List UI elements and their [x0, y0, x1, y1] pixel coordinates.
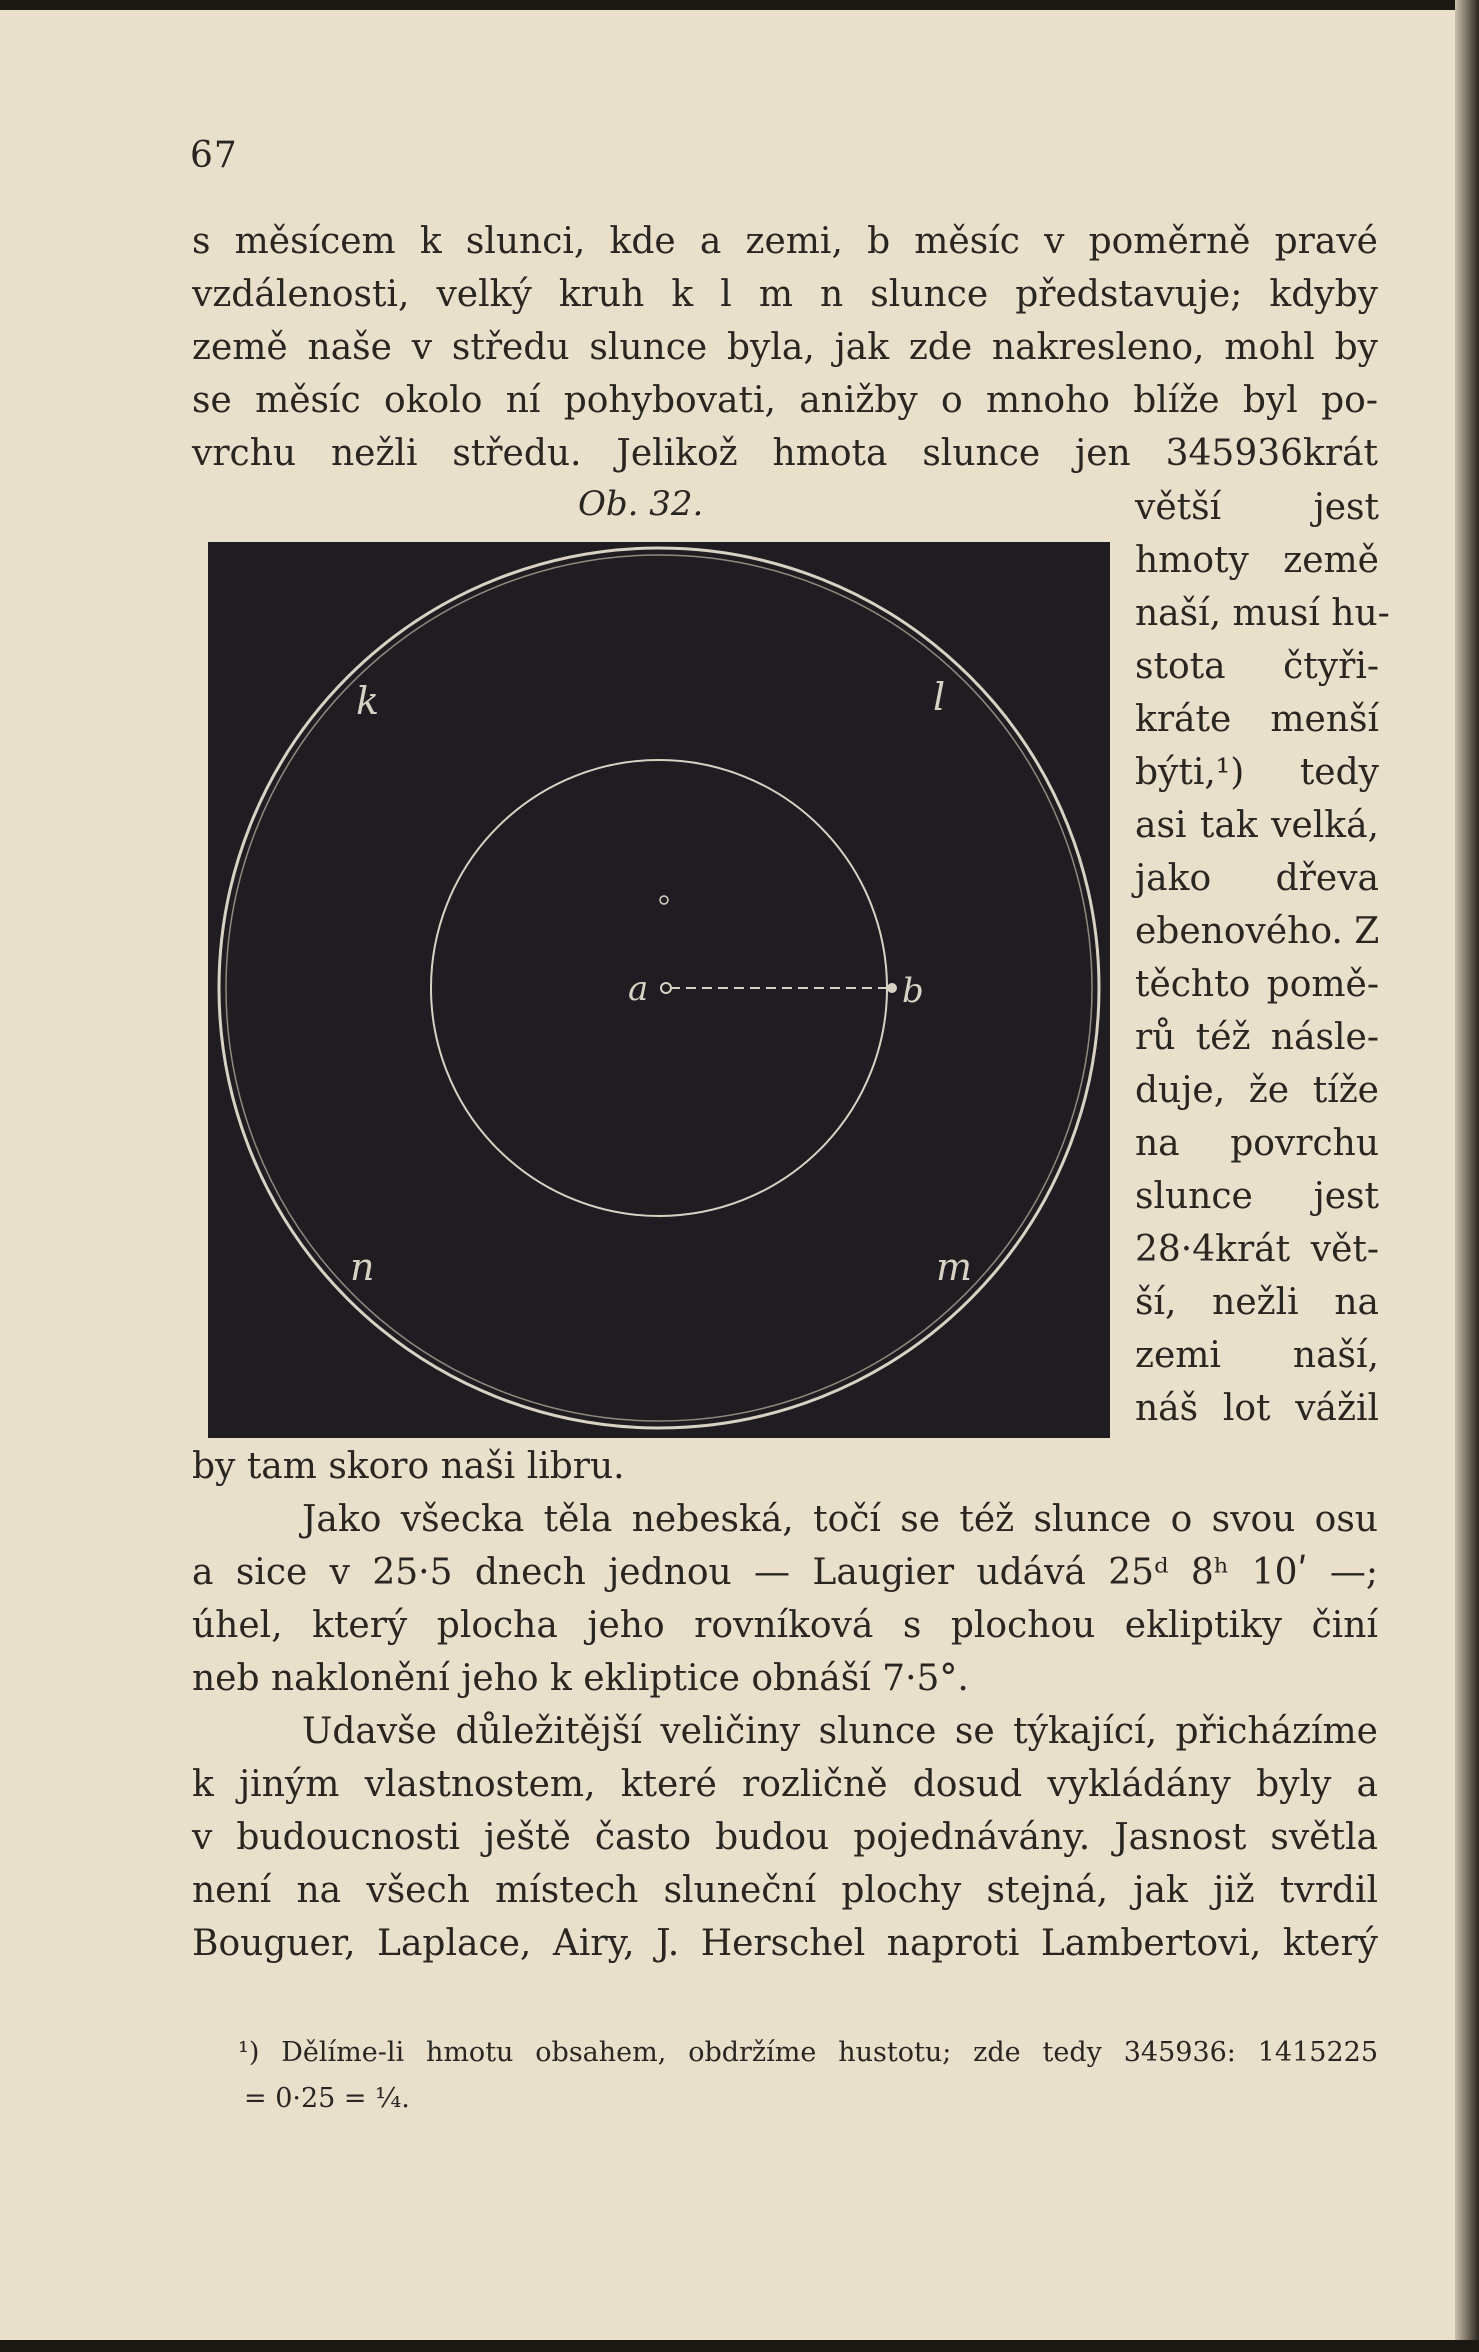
text-line: zemi naší,: [1135, 1335, 1379, 1376]
label-k: k: [356, 679, 380, 723]
moon-point: [887, 983, 897, 993]
page-edge-bottom: [0, 2340, 1479, 2352]
text-line: neb naklonění jeho k ekliptice obnáší 7·5°.: [192, 1658, 969, 1699]
sun-moon-figure: [208, 542, 1110, 1438]
text-line: na povrchu: [1135, 1123, 1379, 1164]
text-line: k jiným vlastnostem, které rozličně dosud vykládány byly a: [192, 1764, 1378, 1805]
text-line: Jako všecka těla nebeská, točí se též slunce o svou osu: [302, 1499, 1378, 1540]
text-line: by tam skoro naši libru.: [192, 1446, 625, 1487]
label-l: l: [933, 675, 946, 719]
side-text-column: [1135, 481, 1390, 1435]
text-line: býti,¹) tedy: [1135, 752, 1379, 793]
text-line: není na všech místech sluneční plochy stejná, jak již tvrdil: [192, 1870, 1378, 1911]
text-line: Udavše důležitější veličiny slunce se týkající, přicházíme: [302, 1711, 1378, 1752]
text-line: Bouguer, Laplace, Airy, J. Herschel naproti Lambertovi, který: [192, 1923, 1378, 1964]
text-line: naší, musí hu-: [1135, 593, 1390, 634]
label-m: m: [936, 1245, 973, 1289]
paragraph-1: [192, 215, 1378, 480]
text-line: vzdálenosti, velký kruh k l m n slunce představuje; kdyby: [192, 274, 1378, 315]
page-edge-top: [0, 0, 1479, 10]
text-line: a sice v 25·5 dnech jednou — Laugier udává 25ᵈ 8ʰ 10ʹ —;: [192, 1552, 1378, 1593]
figure-notch: [208, 862, 216, 982]
figure-caption: Ob. 32.: [578, 484, 704, 524]
footnote-line: = 0·25 = ¼.: [244, 2083, 410, 2114]
text-line: asi tak velká,: [1135, 805, 1379, 846]
label-n: n: [350, 1245, 375, 1289]
text-line: 28·4krát vět-: [1135, 1229, 1379, 1270]
text-line: větší jest: [1135, 487, 1379, 528]
paragraph-2: [192, 1440, 1378, 1970]
text-line: ší, nežli na: [1135, 1282, 1379, 1323]
text-line: země naše v středu slunce byla, jak zde nakresleno, mohl by: [192, 327, 1378, 368]
text-line: těchto pomě-: [1135, 964, 1379, 1005]
footnote-line: ¹) Dělíme-li hmotu obsahem, obdržíme hustotu; zde tedy 345936: 1415225: [238, 2037, 1378, 2068]
label-a: a: [628, 969, 649, 1009]
text-line: náš lot vážil: [1135, 1388, 1379, 1429]
text-line: hmoty země: [1135, 540, 1379, 581]
page-number: 67: [190, 135, 238, 176]
text-line: duje, že tíže: [1135, 1070, 1379, 1111]
text-line: slunce jest: [1135, 1176, 1379, 1217]
text-line: ebenového. Z: [1135, 911, 1380, 952]
label-b: b: [902, 971, 924, 1011]
text-line: rů též násle-: [1135, 1017, 1379, 1058]
text-line: kráte menší: [1135, 699, 1379, 740]
footnote: [238, 2030, 1378, 2122]
text-line: s měsícem k slunci, kde a zemi, b měsíc v poměrně pravé: [192, 221, 1378, 262]
text-line: jako dřeva: [1135, 858, 1379, 899]
text-line: úhel, který plocha jeho rovníková s plochou ekliptiky činí: [192, 1605, 1378, 1646]
text-line: stota čtyři-: [1135, 646, 1379, 687]
text-line: vrchu nežli středu. Jelikož hmota slunce jen 345936krát: [192, 433, 1378, 474]
figure-background: [208, 542, 1110, 1438]
page-edge-right: [1455, 0, 1479, 2352]
text-line: v budoucnosti ještě často budou pojednávány. Jasnost světla: [192, 1817, 1378, 1858]
text-line: se měsíc okolo ní pohybovati, anižby o mnoho blíže byl po-: [192, 380, 1378, 421]
